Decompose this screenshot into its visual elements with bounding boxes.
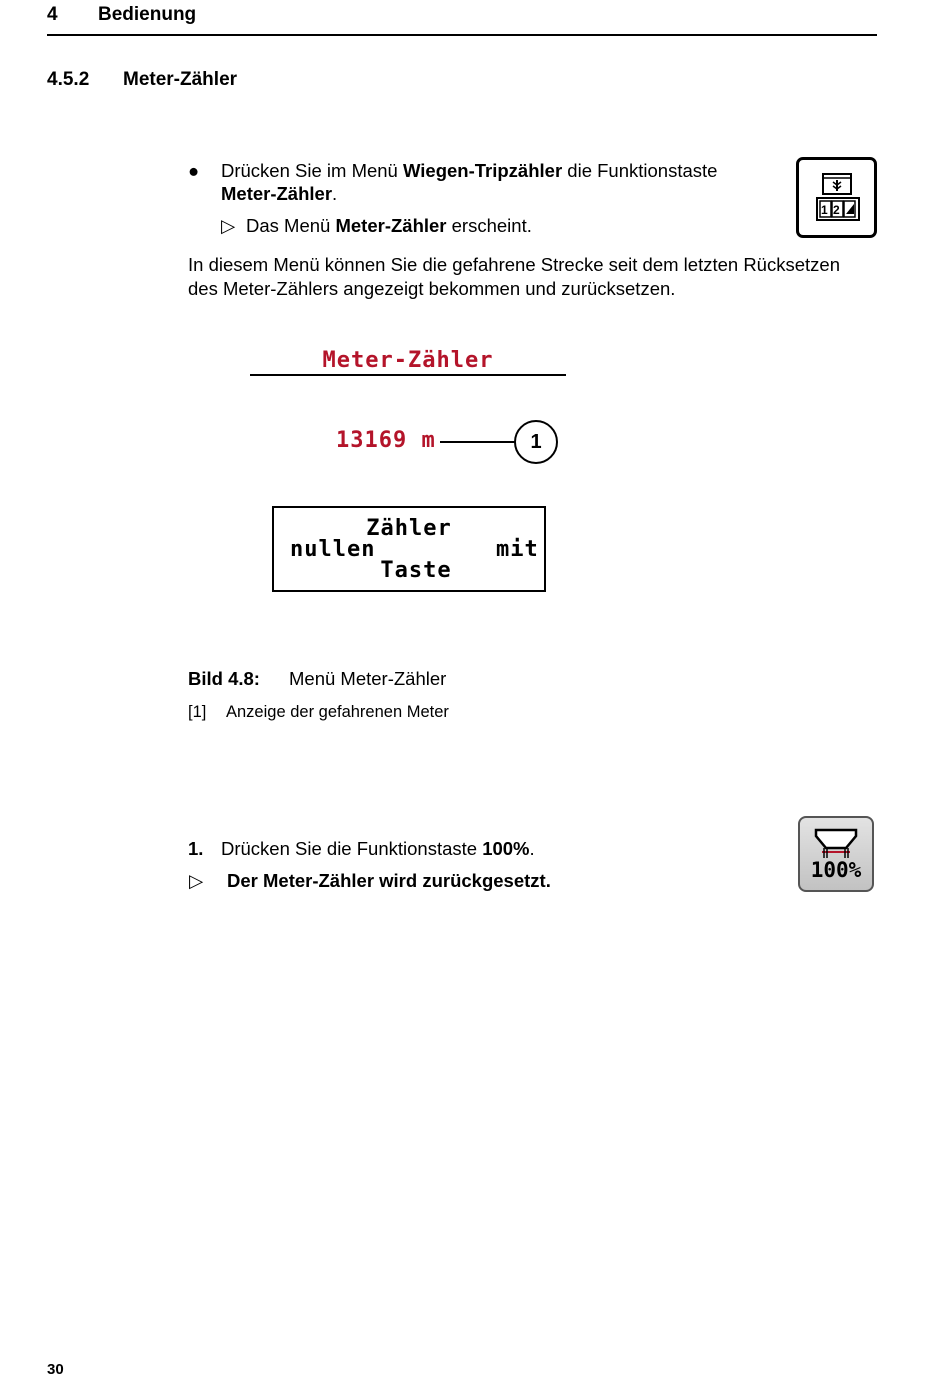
key-name-meter: Meter-Zähler	[221, 183, 333, 204]
step2-instruction	[221, 837, 535, 860]
callout-leader	[440, 441, 516, 443]
result2-marker: ▷	[189, 870, 204, 891]
meter-digit-1: 1	[821, 203, 828, 217]
step1-instruction	[221, 159, 781, 205]
step2-period: .	[529, 838, 535, 859]
result1-text	[246, 214, 532, 237]
chapter-number: 4	[47, 4, 58, 25]
figure-label: Bild 4.8:	[188, 668, 260, 689]
section-title: Meter-Zähler	[123, 69, 238, 90]
step2-key: 100%	[482, 838, 530, 859]
result1-marker: ▷	[221, 215, 236, 236]
key-100-percent-icon	[798, 816, 874, 892]
page-number: 30	[47, 1361, 64, 1378]
meter-counter-key-icon	[796, 157, 877, 238]
reset-hint-line3: Taste	[380, 558, 452, 583]
reset-hint-line2-left: nullen	[290, 537, 376, 562]
display-title-rule	[250, 374, 566, 376]
menu-name-wiegen: Wiegen-Tripzähler	[402, 160, 563, 181]
meter-counter-glyph-icon	[799, 160, 874, 235]
step2-text-1: Drücken Sie die Funktionstaste	[221, 838, 483, 859]
bullet-marker: ●	[188, 160, 200, 181]
callout-1: 1	[514, 420, 558, 464]
chapter-title: Bedienung	[98, 4, 197, 25]
meter-value: 13169 m	[336, 428, 436, 453]
result2-text: Der Meter-Zähler wird zurückgesetzt.	[227, 870, 551, 891]
section-number: 4.5.2	[47, 69, 90, 90]
step2-number: 1.	[188, 838, 204, 859]
legend-index: [1]	[188, 703, 207, 721]
display-title: Meter-Zähler	[322, 348, 494, 373]
reset-hint-line1: Zähler	[366, 516, 452, 541]
result1-text-2: erscheint.	[446, 215, 532, 236]
meter-digit-2: 2	[833, 203, 840, 217]
reset-hint-box	[272, 506, 546, 592]
legend-text: Anzeige der gefahrenen Meter	[226, 703, 449, 721]
intro-paragraph-line1: In diesem Menü können Sie die gefahrene Strecke seit dem letzten Rücksetzen	[188, 254, 840, 275]
step1-text-1: Drücken Sie im Menü	[221, 160, 403, 181]
figure-caption: Menü Meter-Zähler	[289, 668, 447, 689]
result1-text-1: Das Menü	[246, 215, 336, 236]
result1-menu-name: Meter-Zähler	[335, 215, 447, 236]
step1-period: .	[332, 183, 338, 204]
intro-paragraph-line2: des Meter-Zählers angezeigt bekommen und zurücksetzen.	[188, 278, 676, 299]
key-100-label: 100%	[810, 858, 862, 882]
step1-text-2: die Funktionstaste	[562, 160, 718, 181]
header-rule	[47, 34, 877, 36]
reset-hint-line2-right: mit	[496, 537, 539, 562]
